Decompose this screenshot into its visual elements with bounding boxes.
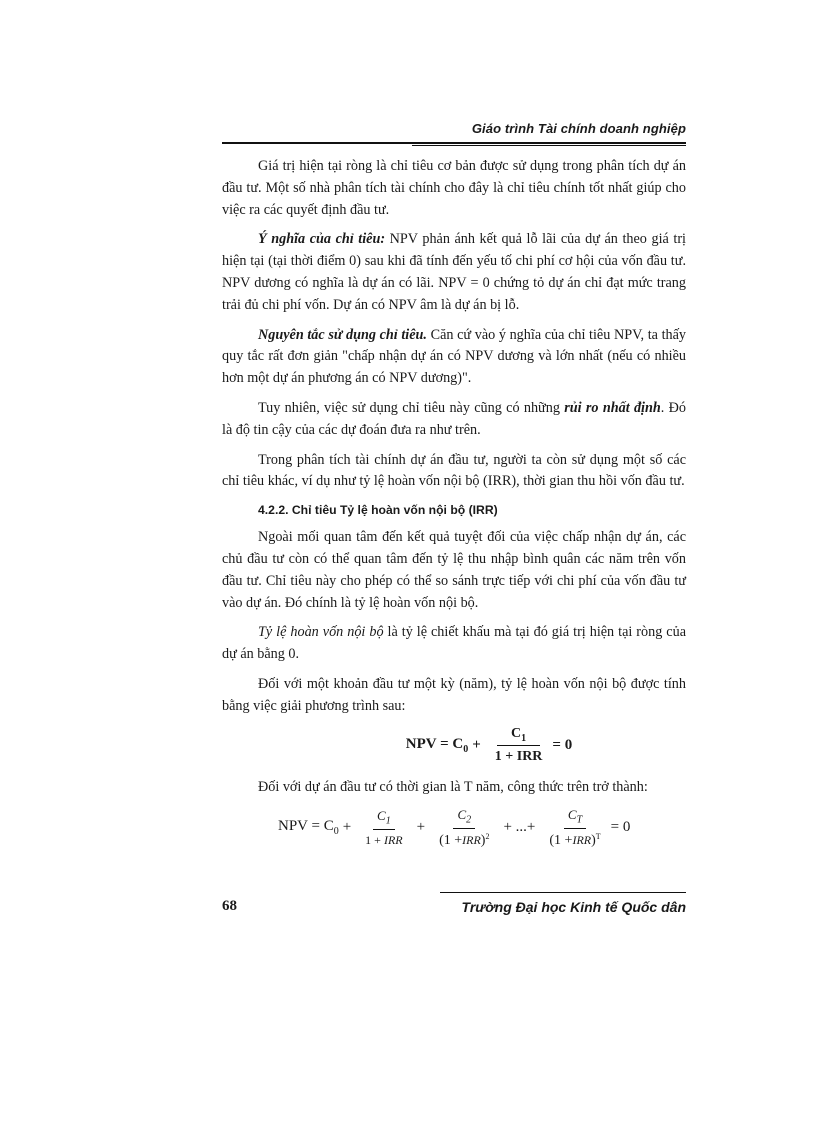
paragraph-text: là tỷ lệ chiết khấu mà tại đó giá trị hiện tại ròng của dự án bằng 0. [222,624,686,663]
emphasis-text: rủi ro nhất định [564,399,661,416]
running-header-title: Giáo trình Tài chính doanh nghiệp [471,121,686,136]
fraction-denominator: 1 + IRR [494,749,543,765]
paragraph-lead: Nguyên tắc sử dụng chỉ tiêu. [258,326,427,343]
paragraph-irr-intro: Ngoài mối quan tâm đến kết quả tuyệt đối của việc chấp nhận dự án, các chủ đầu tư còn có thể quan tâm đến tỷ lệ thu nhập bình quân các năm trên vốn đầu tư. Chỉ tiêu này cho phép có thể so sánh trực tiếp với chi phí của vốn đầu tư vào dự án. Đó chính là tỷ lệ hoàn vốn nội bộ. [222,529,686,611]
formula-plus: + [416,819,426,836]
paragraph-npv-intro: Giá trị hiện tại ròng là chỉ tiêu cơ bản được sử dụng trong phân tích dự án đầu tư. Một số nhà phân tích tài chính cho đây là chỉ tiêu chính tốt nhất giúp cho việc ra các quyết định đầu tư. [222,158,686,218]
formula-term-2 [435,807,493,849]
formula-fraction [491,726,547,766]
formula-lhs: NPV = $C_0$ [278,818,339,838]
section-heading-irr: 4.2.2. Chỉ tiêu Tỷ lệ hoàn vốn nội bộ (IRR) [258,503,498,518]
fraction-numerator: $C_1$ [497,726,540,747]
paragraph-npv-risk [222,398,686,442]
fraction-denominator: $(1 +IRR)^T$ [549,831,601,848]
paragraph-text: . Đó là độ tin cậy của các dự đoán đưa ra như trên. [222,399,686,438]
paragraph-text: Căn cứ vào ý nghĩa của chỉ tiêu NPV, ta thấy quy tắc rất đơn giản "chấp nhận dự án có NPV dương và lớn nhất (nếu có nhiều hơn một dự án phương án có NPV dương)". [222,326,686,387]
paragraph-npv-meaning [222,229,686,316]
page-body [222,156,686,849]
fraction-numerator: $C_1$ [373,808,395,830]
paragraph-text: NPV phản ánh kết quả lỗ lãi của dự án theo giá trị hiện tại (tại thời điểm 0) sau khi đã tính đến yếu tố chi phí cơ hội của vốn đầu tư. NPV dương có nghĩa là dự án có lãi. NPV = 0 chứng tỏ dự án chỉ đạt mức trang trải đủ chi phí vốn. Dự án có NPV âm là dự án bị lỗ. [222,231,686,313]
footer-rule [440,892,686,893]
formula-npv-single-period [292,726,686,766]
formula-rhs: = 0 [610,819,631,836]
formula-rhs: = 0 [552,736,573,753]
italic-term: Tỷ lệ hoàn vốn nội bộ [258,624,384,641]
page-number: 68 [222,898,237,914]
fraction-denominator: 1 + IRR [365,832,403,847]
formula-lhs: NPV = $C_0$ [405,735,469,755]
fraction-numerator: $C_2$ [453,807,475,829]
header-rule [222,142,686,144]
formula-term-t [545,807,604,849]
paragraph-irr-definition [222,622,686,666]
formula-plus: + [472,736,481,753]
fraction-denominator: $(1 +IRR)^2$ [439,831,490,848]
paragraph-lead: Ý nghĩa của chỉ tiêu: [258,231,386,248]
paragraph-text: Tuy nhiên, việc sử dụng chỉ tiêu này cũng có những [258,399,565,416]
fraction-numerator: $C_T$ [564,807,586,829]
paragraph-other-indicators: Trong phân tích tài chính dự án đầu tư, người ta còn sử dụng một số các chỉ tiêu khác, ví dụ như tỷ lệ hoàn vốn nội bộ (IRR), thời gian thu hồi vốn đầu tư. [222,451,686,490]
paragraph-single-period: Đối với một khoản đầu tư một kỳ (năm), tỷ lệ hoàn vốn nội bộ được tính bằng việc giải phương trình sau: [222,675,686,714]
formula-term-1 [361,808,406,848]
formula-plus: + [342,819,352,836]
formula-ellipsis: + ...+ [503,819,536,836]
running-footer-title: Trường Đại học Kinh tế Quốc dân [461,899,686,915]
formula-npv-multi-period [278,807,686,849]
paragraph-multi-period: Đối với dự án đầu tư có thời gian là T năm, công thức trên trở thành: [258,779,648,796]
paragraph-npv-rule [222,325,686,390]
